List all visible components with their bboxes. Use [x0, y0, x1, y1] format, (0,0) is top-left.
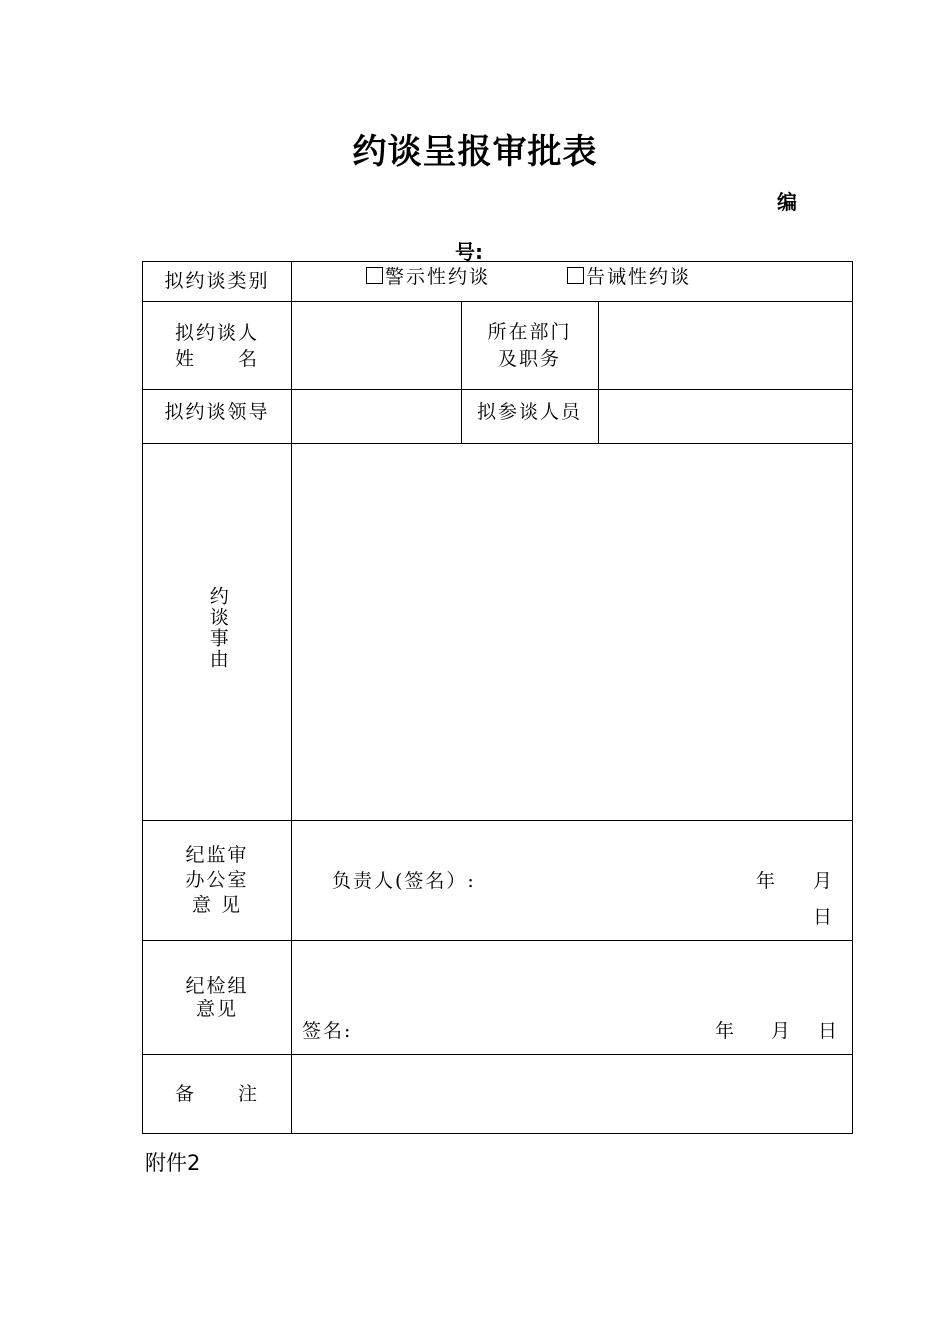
- office-signer-label: 负责人(签名）:: [332, 870, 476, 892]
- row-divider: [143, 1054, 852, 1055]
- admonish-checkbox[interactable]: [567, 267, 584, 284]
- option-admonish[interactable]: [567, 266, 691, 289]
- option-warning[interactable]: [366, 266, 490, 289]
- remarks-label: 备 注: [174, 1083, 259, 1105]
- number-label-part2: 号:: [455, 240, 483, 264]
- participants-label: 拟参谈人员: [476, 401, 582, 423]
- group-month: 月: [771, 1020, 793, 1042]
- office-day: 日: [813, 906, 835, 928]
- attachment-label: 附件2: [145, 1151, 201, 1175]
- column-divider: [291, 262, 292, 1133]
- row-divider: [143, 389, 852, 390]
- warning-option-label: 警示性约谈: [385, 266, 491, 288]
- person-name-label-line1: 拟约谈人: [174, 322, 259, 344]
- leader-label: 拟约谈领导: [164, 401, 270, 423]
- approval-form-table: [142, 261, 853, 1134]
- row-divider: [143, 820, 852, 821]
- admonish-option-label: 告诫性约谈: [586, 266, 692, 288]
- person-name-label-line2: 姓 名: [174, 348, 259, 370]
- office-opinion-label-line2: 办公室: [185, 869, 249, 891]
- reason-label: 约谈事由: [206, 586, 229, 670]
- group-signer-label: 签名:: [302, 1020, 353, 1042]
- office-opinion-label-line3: 意 见: [191, 894, 243, 916]
- office-opinion-label-line1: 纪监审: [185, 844, 249, 866]
- column-divider: [598, 301, 599, 443]
- dept-label-line2: 及职务: [497, 348, 561, 370]
- row-divider: [143, 301, 852, 302]
- group-day: 日: [818, 1020, 840, 1042]
- row-divider: [143, 940, 852, 941]
- group-year: 年: [715, 1020, 737, 1042]
- dept-label-line1: 所在部门: [487, 321, 572, 343]
- office-month: 月: [813, 870, 835, 892]
- group-opinion-label-line1: 纪检组: [185, 975, 249, 997]
- form-title: 约谈呈报审批表: [352, 132, 598, 172]
- warning-checkbox[interactable]: [366, 267, 383, 284]
- number-label-part1: 编: [777, 190, 797, 214]
- category-label: 拟约谈类别: [164, 270, 270, 292]
- row-divider: [143, 443, 852, 444]
- group-opinion-label-line2: 意见: [195, 998, 238, 1020]
- office-year: 年: [756, 870, 778, 892]
